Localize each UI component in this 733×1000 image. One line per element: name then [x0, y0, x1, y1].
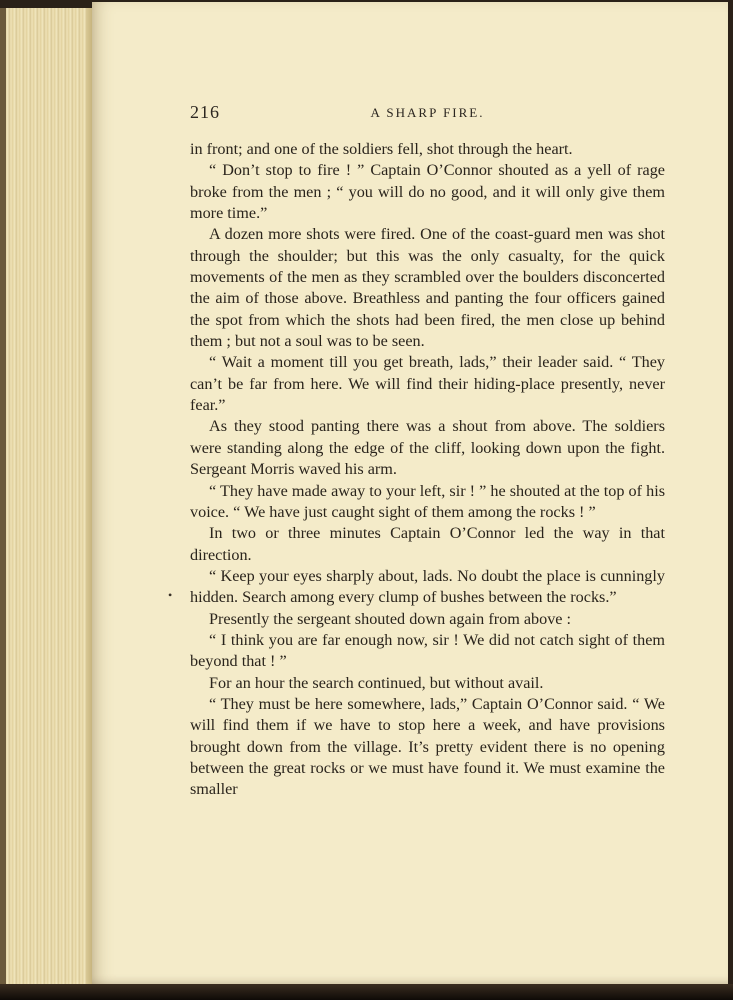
paragraph: As they stood panting there was a shout from above. The soldiers were standing along the edge of the cliff, looking down upon the fight. Sergeant Morris waved his arm. — [190, 417, 665, 479]
right-shadow — [728, 0, 733, 1000]
paragraph: For an hour the search continued, but without avail. — [209, 673, 544, 692]
paragraph: Presently the sergeant shouted down again from above : — [209, 609, 572, 628]
paragraph: “ Don’t stop to fire ! ” Captain O’Connor shouted as a yell of rage broke from the men ; “ you will do no good, and it will only give them more time.” — [190, 161, 665, 223]
paragraph: In two or three minutes Captain O’Connor led the way in that direction. — [190, 524, 665, 564]
paragraph: “ I think you are far enough now, sir ! We did not catch sight of them beyond that ! ” — [190, 630, 665, 671]
bottom-edge — [0, 984, 733, 1000]
paragraph: “ Keep your eyes sharply about, lads. No doubt the place is cunningly hidden. Search among every clump of bushes between the rocks.” — [190, 566, 665, 607]
page-header — [190, 102, 665, 126]
page-edges — [0, 8, 92, 986]
paragraph: “ They must be here somewhere, lads,” Captain O’Connor said. “ We will find them if we have to stop here a week, and have provisions brought down from the village. It’s pretty evident there is no opening between the great rocks or we must have found it. We must examine the smaller — [190, 694, 665, 799]
paragraph: A dozen more shots were fired. One of the coast-guard men was shot through the shoulder; but this was the only casualty, for the quick movements of the men as they scrambled over the boulders disconcerted the aim of those above. Breathless and panting the four officers gained the spot from which the shots had been fired, the men close up behind them ; but not a soul was to be seen. — [190, 225, 665, 351]
running-head: A SHARP FIRE. — [370, 105, 485, 120]
paragraph: in front; and one of the soldiers fell, shot through the heart. — [190, 140, 573, 158]
paragraph: “ Wait a moment till you get breath, lads,” their leader said. “ They can’t be far from here. We will find their hiding-place presently, never fear.” — [190, 353, 665, 415]
paragraph: “ They have made away to your left, sir ! ” he shouted at the top of his voice. “ We have just caught sight of them among the rocks ! ” — [190, 481, 665, 521]
margin-mark: • — [168, 588, 173, 602]
body-text — [190, 139, 665, 801]
page-number: 216 — [190, 102, 220, 122]
